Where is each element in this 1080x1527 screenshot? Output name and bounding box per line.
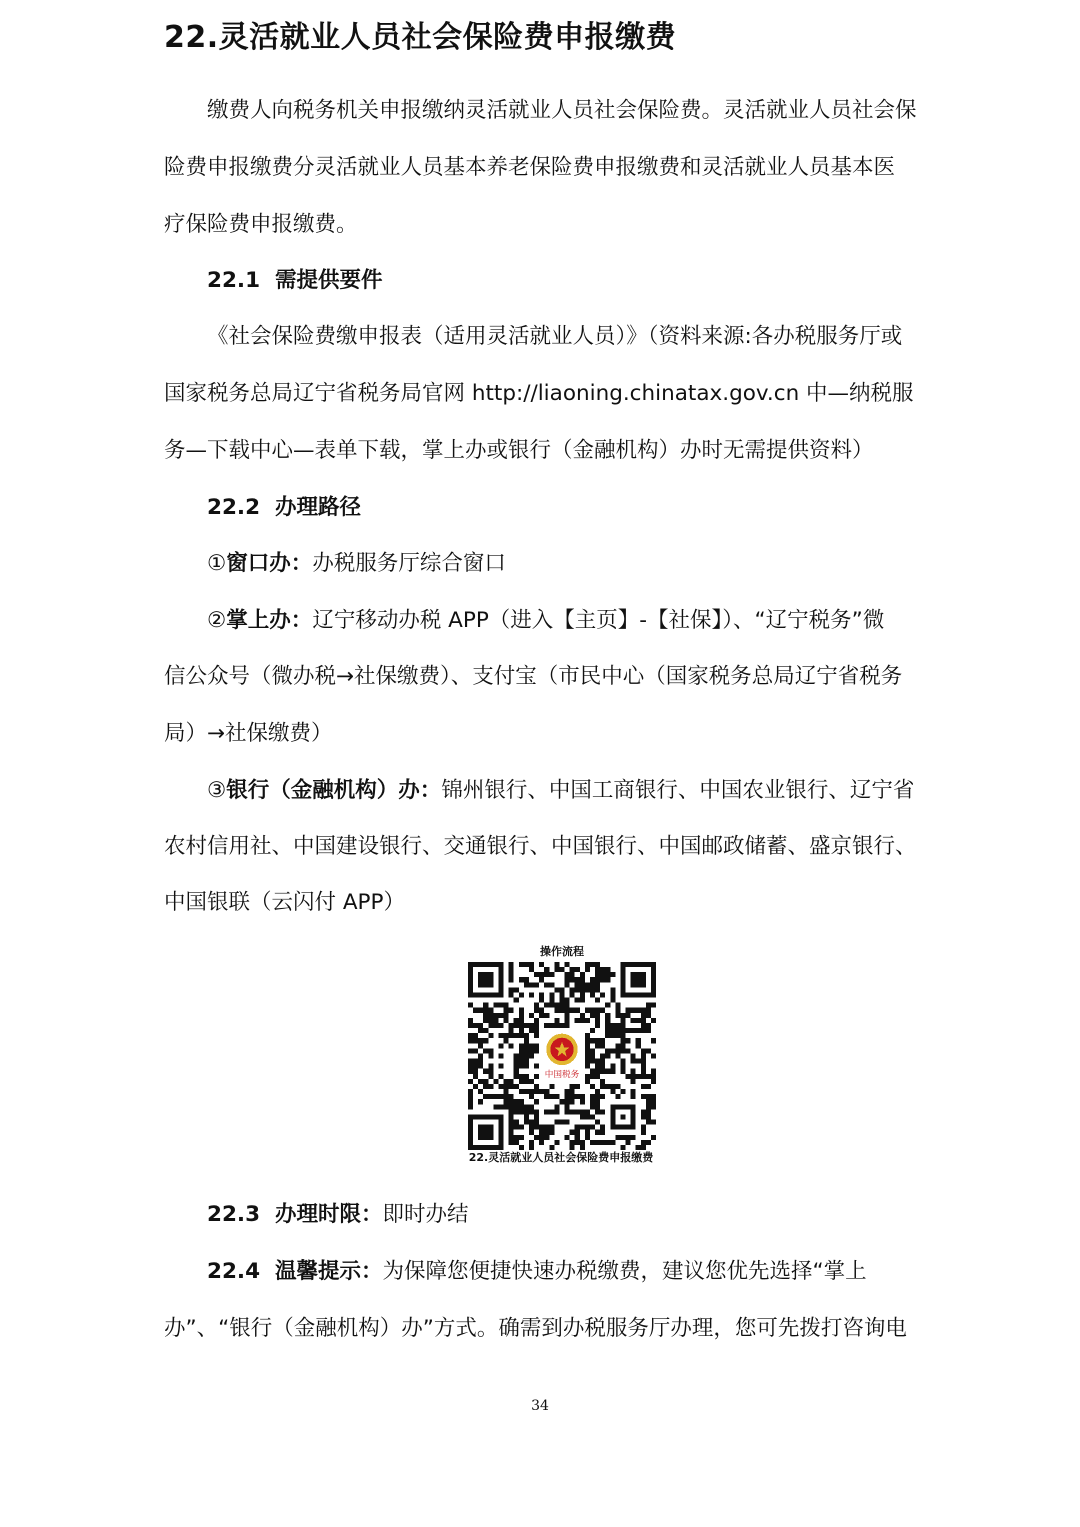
intro-line-3: 疗保险费申报缴费。	[164, 212, 358, 237]
section-22-3	[207, 1200, 967, 1230]
s1-line-1: 《社会保险费缴申报表（适用灵活就业人员）》（资料来源:各办税服务厅或	[207, 324, 903, 349]
path-item-window	[207, 549, 967, 579]
section-title: 需提供要件	[275, 268, 383, 293]
intro-line-2: 险费申报缴费分灵活就业人员基本养老保险费申报缴费和灵活就业人员基本医	[164, 155, 896, 180]
tax-emblem-logo	[539, 1028, 585, 1084]
section-number: 22.4	[207, 1259, 261, 1284]
qr-code-block	[468, 944, 656, 1154]
item-marker: ②	[207, 608, 227, 633]
section-text: 为保障您便捷快速办税缴费，建议您优先选择“掌上	[382, 1259, 867, 1284]
path-item-bank-cont-2: 中国银联（云闪付 APP）	[164, 890, 405, 915]
section-number: 22.3	[207, 1202, 261, 1227]
section-text: 即时办结	[382, 1202, 469, 1227]
item-text: 辽宁移动办税 APP（进入【主页】-【社保】）、“辽宁税务”微	[312, 608, 885, 633]
page-number: 34	[531, 1398, 549, 1414]
section-title: 办理时限	[275, 1202, 362, 1227]
section-number: 22.1	[207, 268, 261, 293]
item-marker: ③	[207, 778, 227, 803]
page-title: 22.灵活就业人员社会保险费申报缴费	[164, 20, 677, 55]
s1-line-3: 务—下载中心—表单下载，掌上办或银行（金融机构）办时无需提供资料）	[164, 438, 874, 463]
qr-finder-top-right	[620, 962, 656, 998]
qr-code-image[interactable]	[468, 962, 656, 1150]
section-22-4	[207, 1257, 967, 1287]
item-separator: ：	[419, 778, 442, 803]
item-separator: ：	[290, 608, 313, 633]
item-separator: ：	[290, 551, 313, 576]
section-22-2-heading	[207, 493, 967, 523]
section-title: 温馨提示	[275, 1259, 362, 1284]
section-22-1-heading	[207, 266, 967, 296]
item-label: 银行（金融机构）办	[226, 778, 420, 803]
item-label: 窗口办	[226, 551, 291, 576]
path-item-bank	[207, 776, 967, 806]
item-text: 锦州银行、中国工商银行、中国农业银行、辽宁省	[441, 778, 915, 803]
section-number: 22.2	[207, 495, 261, 520]
qr-bottom-label: 22.灵活就业人员社会保险费申报缴费	[468, 1151, 654, 1164]
path-item-mobile-cont-1: 信公众号（微办税→社保缴费）、支付宝（市民中心（国家税务总局辽宁省税务	[164, 664, 903, 689]
path-item-mobile	[207, 606, 967, 636]
qr-finder-bottom-left	[468, 1114, 504, 1150]
item-text: 办税服务厅综合窗口	[312, 551, 506, 576]
emblem-logo-text: 中国税务	[544, 1069, 580, 1080]
section-separator: ：	[361, 1259, 383, 1284]
path-item-mobile-cont-2: 局）→社保缴费）	[164, 721, 333, 746]
qr-finder-top-left	[468, 962, 504, 998]
s1-line-2: 国家税务总局辽宁省税务局官网 http://liaoning.chinatax.gov.cn 中—纳税服	[164, 381, 914, 406]
item-marker: ①	[207, 551, 227, 576]
path-item-bank-cont-1: 农村信用社、中国建设银行、交通银行、中国银行、中国邮政储蓄、盛京银行、	[164, 834, 917, 859]
qr-top-label: 操作流程	[540, 945, 584, 958]
intro-line-1: 缴费人向税务机关申报缴纳灵活就业人员社会保险费。灵活就业人员社会保	[207, 98, 917, 123]
section-separator: ：	[361, 1202, 383, 1227]
section-22-4-cont: 办”、“银行（金融机构）办”方式。确需到办税服务厅办理，您可先拨打咨询电	[164, 1316, 907, 1341]
item-label: 掌上办	[226, 608, 291, 633]
section-title: 办理路径	[275, 495, 362, 520]
